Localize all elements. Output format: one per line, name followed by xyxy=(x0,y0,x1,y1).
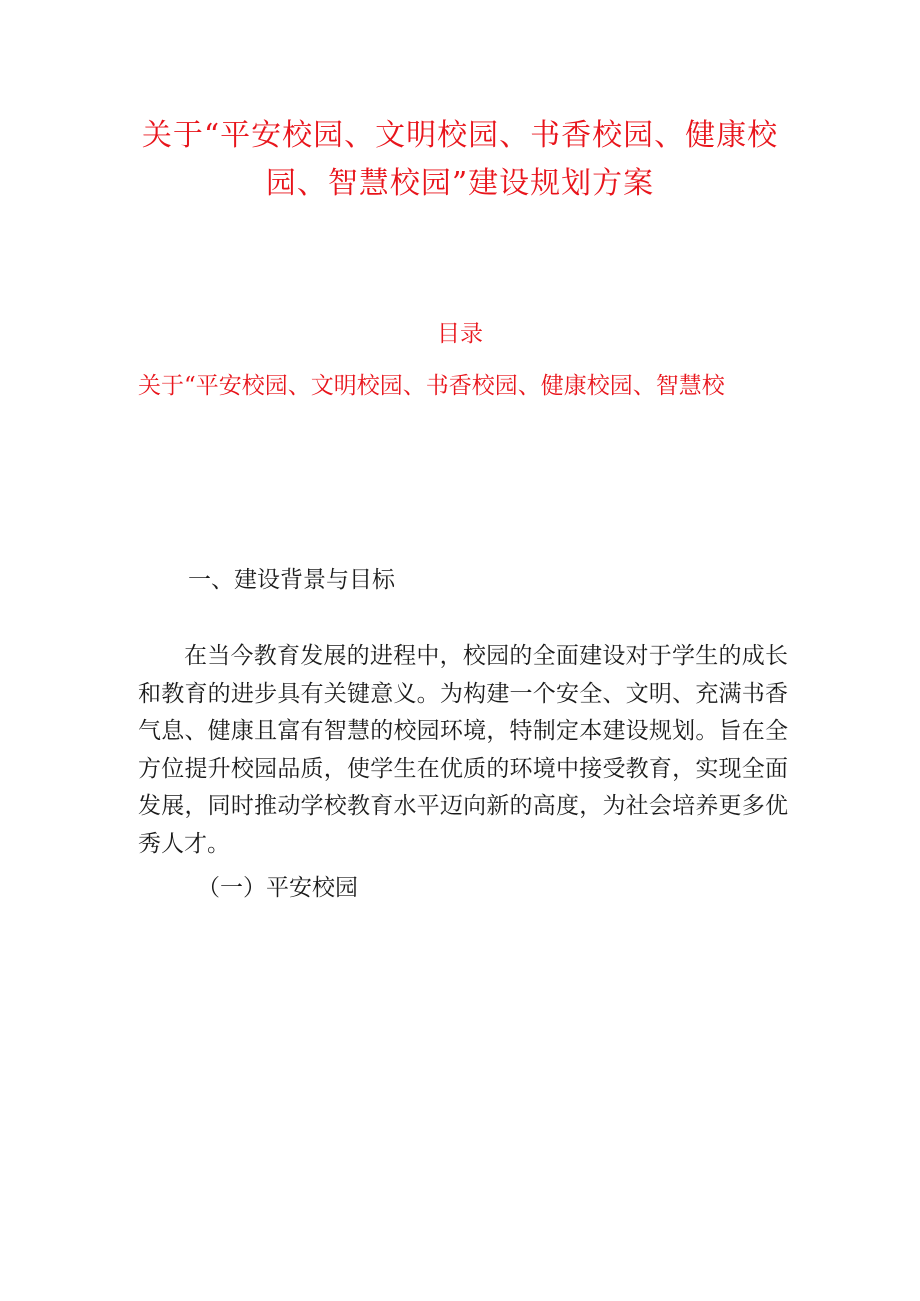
toc-heading: 目录 xyxy=(437,321,483,347)
toc-entry[interactable]: 关于“平安校园、文明校园、书香校园、健康校园、智慧校 xyxy=(138,373,725,399)
body-paragraph: 在当今教育发展的进程中，校园的全面建设对于学生的成长和教育的进步具有关键意义。为构建一个安全、文明、充满书香气息、健康且富有智慧的校园环境，特制定本建设规划。旨在全方位提升校园品质，使学生在优质的环境中接受教育，实现全面发展，同时推动学校教育水平迈向新的高度，为社会培养更多优秀人才。 xyxy=(138,643,788,857)
document-title: 关于“平安校园、文明校园、书香校园、健康校园、智慧校园”建设规划方案 xyxy=(141,118,779,201)
section-heading: 一、建设背景与目标 xyxy=(188,567,395,593)
subsection-heading: （一）平安校园 xyxy=(197,875,358,901)
